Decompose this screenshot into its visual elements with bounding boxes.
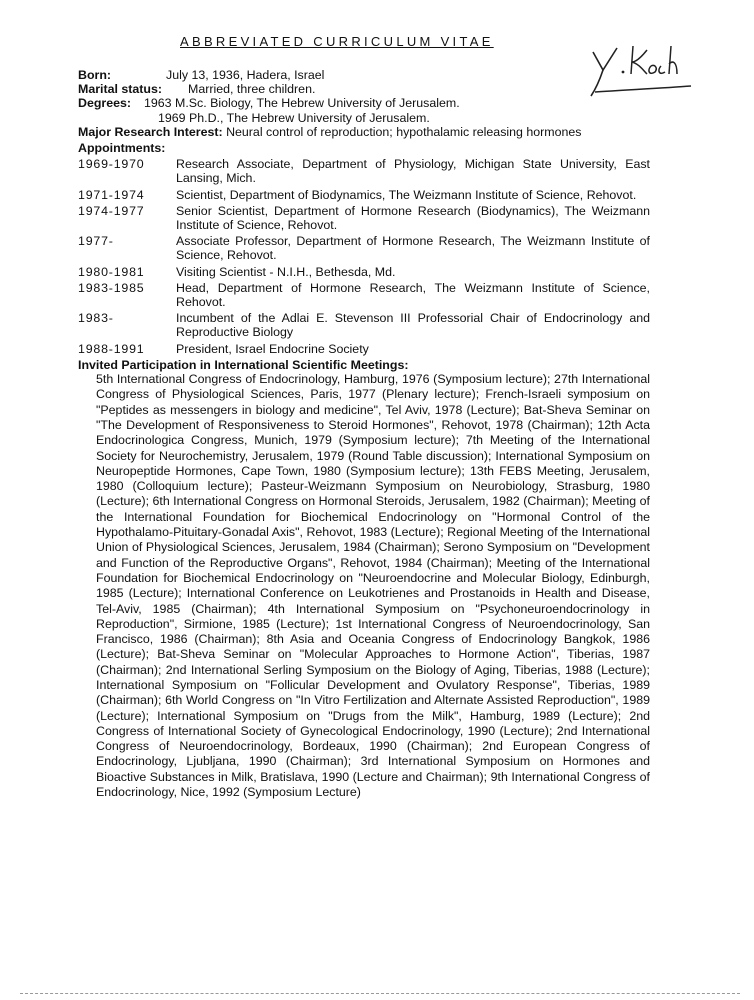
appointments-heading: Appointments: (78, 141, 166, 156)
appointment-years: 1977- (78, 234, 114, 249)
appointment-years: 1974-1977 (78, 203, 145, 218)
born-value: July 13, 1936, Hadera, Israel (166, 68, 325, 82)
appointment-item (78, 342, 650, 356)
marital-row (78, 82, 650, 96)
document-title: ABBREVIATED CURRICULUM VITAE (180, 34, 494, 49)
appointment-years: 1969-1970 (78, 157, 145, 172)
appointment-desc: President, Israel Endocrine Society (176, 341, 369, 356)
appointment-desc: Senior Scientist, Department of Hormone Research (Biodynamics), The Weizmann Institute of Science, Rehovot. (176, 203, 650, 233)
marital-value: Married, three children. (188, 82, 316, 97)
appointment-years: 1988-1991 (78, 341, 145, 356)
appointment-years: 1980-1981 (78, 264, 145, 279)
appointment-desc: Head, Department of Hormone Research, The Weizmann Institute of Science, Rehovot. (176, 280, 650, 310)
research-row (78, 125, 650, 139)
appointment-years: 1983-1985 (78, 280, 145, 295)
appointment-item (78, 188, 650, 202)
degree-item: 1963 M.Sc. Biology, The Hebrew University of Jerusalem. (144, 96, 460, 111)
degrees-label: Degrees: (78, 96, 132, 111)
degree-item: 1969 Ph.D., The Hebrew University of Jerusalem. (158, 110, 430, 125)
appointment-desc: Research Associate, Department of Physiology, Michigan State University, East Lansing, Mich. (176, 157, 650, 186)
appointment-item (78, 281, 650, 309)
appointment-item (78, 204, 650, 232)
appointment-item (78, 157, 650, 185)
cv-body (78, 68, 650, 800)
appointment-item (78, 265, 650, 279)
appointment-years: 1971-1974 (78, 187, 145, 202)
appointment-desc: Associate Professor, Department of Hormone Research, The Weizmann Institute of Science, Rehovot. (176, 234, 650, 263)
meetings-paragraph: 5th International Congress of Endocrinology, Hamburg, 1976 (Symposium lecture); 27th International Congress of Physiological Sciences, Paris, 1977 (Plenary lecture); French-Israeli symposium on "Peptides as messengers in biology and medicine", Tel Aviv, 1978 (Lecture); Bat-Sheva Seminar on "The Development of Responsiveness to Steroid Hormones", Rehovot, 1978 (Chairman); 12th Acta Endocrinologica Congress, Munich, 1979 (Symposium lecture); 7th Meeting of the International Society for Neurochemistry, Jerusalem, 1979 (Round Table discussion); International Symposium on Neuropeptide Hormones, Cape Town, 1980 (Symposium lecture); 13th FEBS Meeting, Jerusalem, 1980 (Colloquium lecture); Pasteur-Weizmann Symposium on Neurobiology, Strasburg, 1980 (Lecture); 6th International Congress on Hormonal Steroids, Jerusalem, 1982 (Chairman); Meeting of the International Foundation for Biochemical Endocrinology on "Hormonal Control of the Hypothalamo-Pituitary-Gonadal Axis", Rehovot, 1983 (Lecture); Regional Meeting of the International Union of Physiological Sciences, Jerusalem, 1984 (Chairman); Serono Symposium on "Development and Function of the Reproductive Organs", Rehovot, 1984 (Chairman); Meeting of the International Foundation for Biochemical Endocrinology on "Neuroendocrine and Molecular Biology, Edinburgh, 1985 (Lecture); International Conference on Leukotrienes and Prostanoids in Health and Disease, Tel-Aviv, 1985 (Chairman); 4th International Symposium on "Psychoneuroendocrinology in Reproduction", Sirmione, 1985 (Lecture); 1st International Congress of Neuroendocrinology, San Francisco, 1986 (Chairman); 8th Asia and Oceania Congress of Endocrinology Bangkok, 1986 (Lecture); Bat-Sheva Seminar on "Molecular Approaches to Hormone Action", Tiberias, 1987 (Chairman); 2nd International Serling Symposium on the Biology of Aging, Tiberias, 1988 (Lecture); International Symposium on "Follicular Development and Ovulatory Response", Tiberias, 1989 (Chairman); 6th World Congress on "In Vitro Fertilization and Alternate Assisted Reproduction", 1989 (Lecture); International Symposium on "Drugs from the Milk", Hamburg, 1989 (Lecture); 2nd Congress of International Society of Gynecological Endocrinology, 1990 (Lecture); 2nd International Congress of Neuroendocrinology, Bordeaux, 1990 (Chairman); 2nd European Congress of Endocrinology, Ljubljana, 1990 (Chairman); 3rd International Symposium on Hormones and Bioactive Substances in Milk, Bratislava, 1990 (Lecture and Chairman); 9th International Congress of Endocrinology, Nice, 1992 (Symposium Lecture) (96, 372, 650, 800)
research-value: Neural control of reproduction; hypothalamic releasing hormones (226, 124, 582, 139)
appointment-desc: Scientist, Department of Biodynamics, The Weizmann Institute of Science, Rehovot. (176, 187, 637, 202)
appointment-years: 1983- (78, 311, 114, 326)
meetings-heading: Invited Participation in International Scientific Meetings: (78, 357, 409, 372)
research-label: Major Research Interest: (78, 124, 223, 139)
born-row (78, 68, 650, 82)
appointment-item (78, 311, 650, 339)
marital-label: Marital status: (78, 82, 162, 97)
appointment-desc: Incumbent of the Adlai E. Stevenson III Professorial Chair of Endocrinology and Reproductive Biology (176, 311, 650, 340)
born-label: Born: (78, 68, 112, 82)
degrees-row (78, 96, 650, 110)
appointment-desc: Visiting Scientist - N.I.H., Bethesda, Md. (176, 264, 396, 279)
bottom-divider (20, 993, 740, 994)
appointment-item (78, 234, 650, 262)
